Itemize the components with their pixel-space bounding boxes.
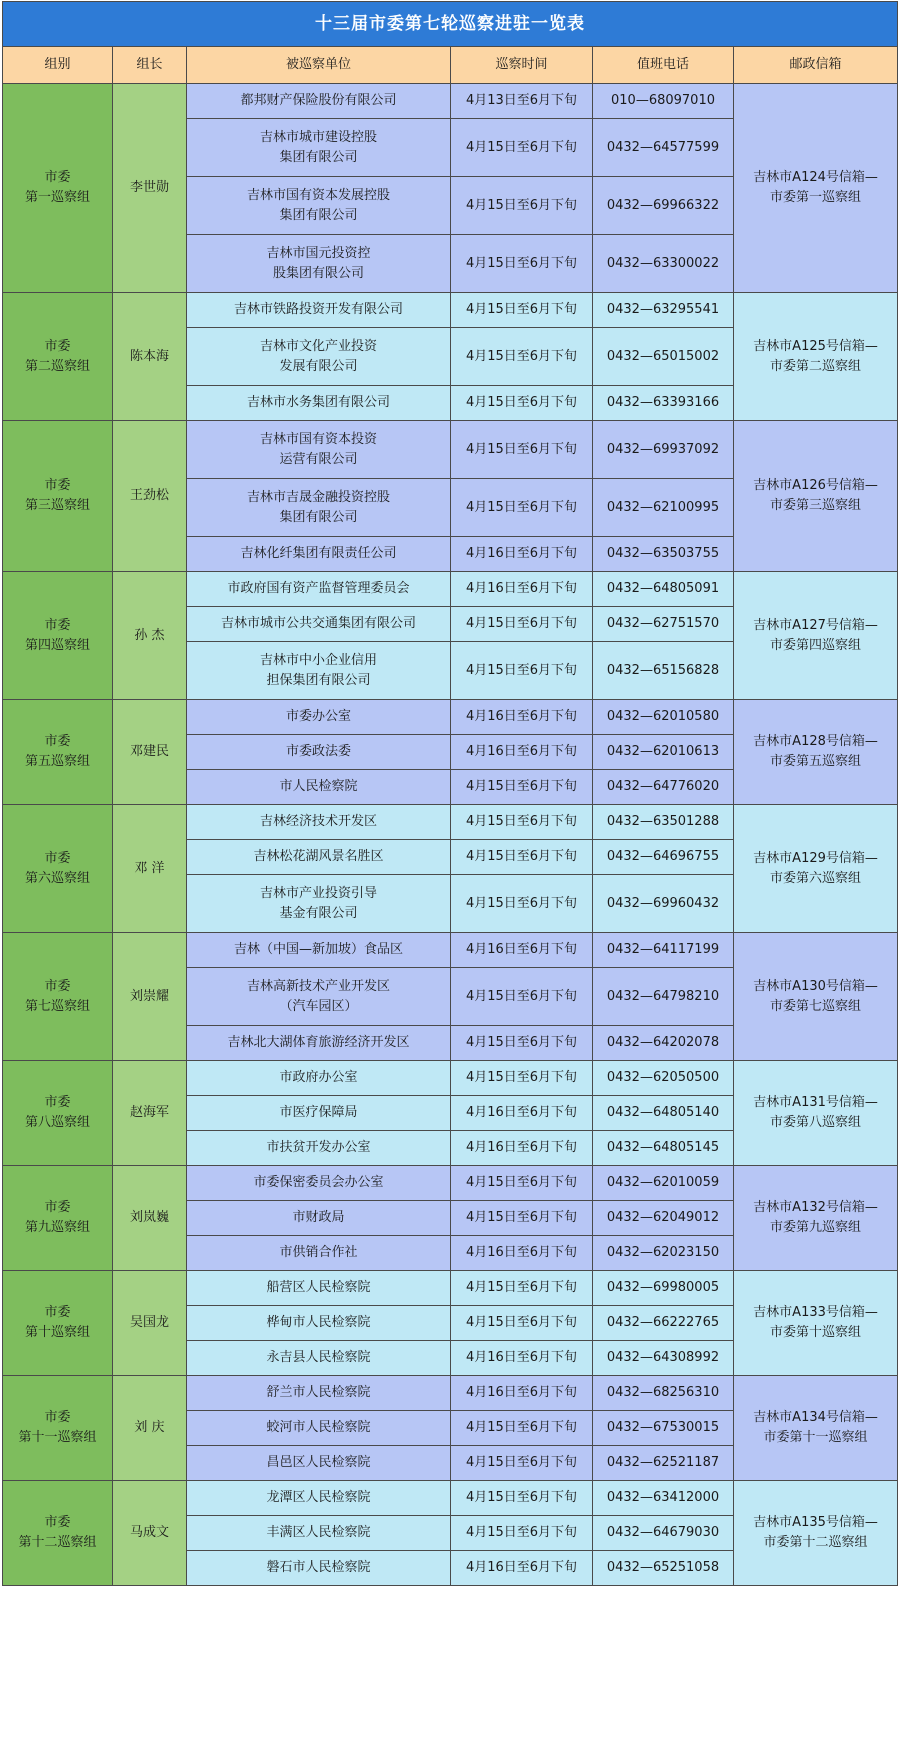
phone-cell: 0432—66222765 (593, 1306, 734, 1341)
time-cell: 4月16日至6月下旬 (451, 1341, 593, 1376)
mailbox-cell: 吉林市A132号信箱— 市委第九巡察组 (734, 1166, 898, 1271)
unit-cell: 蛟河市人民检察院 (187, 1411, 451, 1446)
header-unit: 被巡察单位 (187, 47, 451, 84)
unit-cell: 市委政法委 (187, 735, 451, 770)
leader-cell: 孙 杰 (113, 572, 187, 700)
table-row (3, 293, 898, 328)
table-row (3, 1481, 898, 1516)
leader-cell: 王劲松 (113, 421, 187, 572)
leader-cell: 邓 洋 (113, 805, 187, 933)
time-cell: 4月15日至6月下旬 (451, 770, 593, 805)
time-cell: 4月15日至6月下旬 (451, 1411, 593, 1446)
group-name-cell: 市委 第二巡察组 (3, 293, 113, 421)
phone-cell: 0432—67530015 (593, 1411, 734, 1446)
time-cell: 4月15日至6月下旬 (451, 235, 593, 293)
phone-cell: 0432—68256310 (593, 1376, 734, 1411)
header-leader: 组长 (113, 47, 187, 84)
time-cell: 4月15日至6月下旬 (451, 875, 593, 933)
time-cell: 4月16日至6月下旬 (451, 1551, 593, 1586)
unit-cell: 永吉县人民检察院 (187, 1341, 451, 1376)
time-cell: 4月15日至6月下旬 (451, 328, 593, 386)
unit-cell: 龙潭区人民检察院 (187, 1481, 451, 1516)
unit-cell: 昌邑区人民检察院 (187, 1446, 451, 1481)
phone-cell: 0432—63412000 (593, 1481, 734, 1516)
time-cell: 4月15日至6月下旬 (451, 642, 593, 700)
unit-cell: 市扶贫开发办公室 (187, 1131, 451, 1166)
unit-cell: 市财政局 (187, 1201, 451, 1236)
table-title: 十三届市委第七轮巡察进驻一览表 (3, 2, 898, 47)
mailbox-cell: 吉林市A127号信箱— 市委第四巡察组 (734, 572, 898, 700)
leader-cell: 陈本海 (113, 293, 187, 421)
phone-cell: 0432—64798210 (593, 968, 734, 1026)
leader-cell: 刘岚巍 (113, 1166, 187, 1271)
time-cell: 4月16日至6月下旬 (451, 1236, 593, 1271)
group-name-cell: 市委 第三巡察组 (3, 421, 113, 572)
mailbox-cell: 吉林市A128号信箱— 市委第五巡察组 (734, 700, 898, 805)
group-name-cell: 市委 第十二巡察组 (3, 1481, 113, 1586)
unit-cell: 市政府办公室 (187, 1061, 451, 1096)
phone-cell: 0432—64679030 (593, 1516, 734, 1551)
phone-cell: 0432—65015002 (593, 328, 734, 386)
time-cell: 4月16日至6月下旬 (451, 537, 593, 572)
unit-cell: 吉林市城市建设控股 集团有限公司 (187, 119, 451, 177)
time-cell: 4月15日至6月下旬 (451, 1271, 593, 1306)
table-row (3, 700, 898, 735)
time-cell: 4月16日至6月下旬 (451, 735, 593, 770)
phone-cell: 0432—64776020 (593, 770, 734, 805)
leader-cell: 刘崇耀 (113, 933, 187, 1061)
mailbox-cell: 吉林市A126号信箱— 市委第三巡察组 (734, 421, 898, 572)
roster-document (2, 1, 897, 1586)
table-row (3, 1166, 898, 1201)
time-cell: 4月15日至6月下旬 (451, 293, 593, 328)
phone-cell: 0432—62023150 (593, 1236, 734, 1271)
time-cell: 4月15日至6月下旬 (451, 119, 593, 177)
time-cell: 4月15日至6月下旬 (451, 386, 593, 421)
mailbox-cell: 吉林市A135号信箱— 市委第十二巡察组 (734, 1481, 898, 1586)
group-name-cell: 市委 第八巡察组 (3, 1061, 113, 1166)
table-row (3, 84, 898, 119)
phone-cell: 0432—62100995 (593, 479, 734, 537)
unit-cell: 吉林市国有资本投资 运营有限公司 (187, 421, 451, 479)
unit-cell: 吉林经济技术开发区 (187, 805, 451, 840)
unit-cell: 吉林市文化产业投资 发展有限公司 (187, 328, 451, 386)
time-cell: 4月15日至6月下旬 (451, 968, 593, 1026)
phone-cell: 0432—62050500 (593, 1061, 734, 1096)
mailbox-cell: 吉林市A125号信箱— 市委第二巡察组 (734, 293, 898, 421)
phone-cell: 0432—62010059 (593, 1166, 734, 1201)
phone-cell: 0432—64805091 (593, 572, 734, 607)
leader-cell: 马成文 (113, 1481, 187, 1586)
unit-cell: 吉林化纤集团有限责任公司 (187, 537, 451, 572)
time-cell: 4月15日至6月下旬 (451, 1201, 593, 1236)
unit-cell: 吉林市水务集团有限公司 (187, 386, 451, 421)
unit-cell: 吉林市国有资本发展控股 集团有限公司 (187, 177, 451, 235)
phone-cell: 0432—65251058 (593, 1551, 734, 1586)
phone-cell: 0432—69966322 (593, 177, 734, 235)
unit-cell: 市供销合作社 (187, 1236, 451, 1271)
unit-cell: 吉林市国元投资控 股集团有限公司 (187, 235, 451, 293)
table-row (3, 1061, 898, 1096)
group-name-cell: 市委 第六巡察组 (3, 805, 113, 933)
leader-cell: 邓建民 (113, 700, 187, 805)
phone-cell: 0432—64696755 (593, 840, 734, 875)
phone-cell: 0432—62010613 (593, 735, 734, 770)
time-cell: 4月16日至6月下旬 (451, 572, 593, 607)
mailbox-cell: 吉林市A131号信箱— 市委第八巡察组 (734, 1061, 898, 1166)
time-cell: 4月13日至6月下旬 (451, 84, 593, 119)
unit-cell: 市医疗保障局 (187, 1096, 451, 1131)
header-mailbox: 邮政信箱 (734, 47, 898, 84)
unit-cell: 市委办公室 (187, 700, 451, 735)
phone-cell: 0432—69937092 (593, 421, 734, 479)
unit-cell: 市委保密委员会办公室 (187, 1166, 451, 1201)
phone-cell: 0432—64117199 (593, 933, 734, 968)
phone-cell: 0432—62049012 (593, 1201, 734, 1236)
time-cell: 4月15日至6月下旬 (451, 1166, 593, 1201)
time-cell: 4月15日至6月下旬 (451, 1516, 593, 1551)
phone-cell: 0432—65156828 (593, 642, 734, 700)
unit-cell: 吉林松花湖风景名胜区 (187, 840, 451, 875)
table-row (3, 572, 898, 607)
leader-cell: 赵海军 (113, 1061, 187, 1166)
header-time: 巡察时间 (451, 47, 593, 84)
unit-cell: 吉林北大湖体育旅游经济开发区 (187, 1026, 451, 1061)
group-name-cell: 市委 第五巡察组 (3, 700, 113, 805)
time-cell: 4月15日至6月下旬 (451, 421, 593, 479)
time-cell: 4月16日至6月下旬 (451, 1096, 593, 1131)
unit-cell: 丰满区人民检察院 (187, 1516, 451, 1551)
time-cell: 4月15日至6月下旬 (451, 1061, 593, 1096)
mailbox-cell: 吉林市A129号信箱— 市委第六巡察组 (734, 805, 898, 933)
phone-cell: 0432—62751570 (593, 607, 734, 642)
time-cell: 4月15日至6月下旬 (451, 479, 593, 537)
time-cell: 4月16日至6月下旬 (451, 700, 593, 735)
unit-cell: 吉林（中国—新加坡）食品区 (187, 933, 451, 968)
phone-cell: 0432—63393166 (593, 386, 734, 421)
phone-cell: 010—68097010 (593, 84, 734, 119)
time-cell: 4月15日至6月下旬 (451, 1306, 593, 1341)
table-row (3, 933, 898, 968)
mailbox-cell: 吉林市A124号信箱— 市委第一巡察组 (734, 84, 898, 293)
inspection-table (2, 1, 898, 1586)
unit-cell: 吉林市中小企业信用 担保集团有限公司 (187, 642, 451, 700)
table-body (3, 84, 898, 1586)
time-cell: 4月15日至6月下旬 (451, 177, 593, 235)
time-cell: 4月15日至6月下旬 (451, 1481, 593, 1516)
group-name-cell: 市委 第一巡察组 (3, 84, 113, 293)
header-phone: 值班电话 (593, 47, 734, 84)
time-cell: 4月15日至6月下旬 (451, 805, 593, 840)
group-name-cell: 市委 第十巡察组 (3, 1271, 113, 1376)
group-name-cell: 市委 第九巡察组 (3, 1166, 113, 1271)
header-group: 组别 (3, 47, 113, 84)
unit-cell: 市政府国有资产监督管理委员会 (187, 572, 451, 607)
time-cell: 4月16日至6月下旬 (451, 1131, 593, 1166)
phone-cell: 0432—64308992 (593, 1341, 734, 1376)
unit-cell: 磐石市人民检察院 (187, 1551, 451, 1586)
unit-cell: 市人民检察院 (187, 770, 451, 805)
group-name-cell: 市委 第十一巡察组 (3, 1376, 113, 1481)
table-row (3, 805, 898, 840)
unit-cell: 桦甸市人民检察院 (187, 1306, 451, 1341)
leader-cell: 刘 庆 (113, 1376, 187, 1481)
mailbox-cell: 吉林市A134号信箱— 市委第十一巡察组 (734, 1376, 898, 1481)
unit-cell: 吉林市城市公共交通集团有限公司 (187, 607, 451, 642)
phone-cell: 0432—63503755 (593, 537, 734, 572)
phone-cell: 0432—69960432 (593, 875, 734, 933)
time-cell: 4月15日至6月下旬 (451, 607, 593, 642)
table-row (3, 1271, 898, 1306)
phone-cell: 0432—63300022 (593, 235, 734, 293)
phone-cell: 0432—62521187 (593, 1446, 734, 1481)
phone-cell: 0432—63295541 (593, 293, 734, 328)
group-name-cell: 市委 第四巡察组 (3, 572, 113, 700)
time-cell: 4月15日至6月下旬 (451, 840, 593, 875)
mailbox-cell: 吉林市A130号信箱— 市委第七巡察组 (734, 933, 898, 1061)
unit-cell: 舒兰市人民检察院 (187, 1376, 451, 1411)
phone-cell: 0432—64805140 (593, 1096, 734, 1131)
unit-cell: 船营区人民检察院 (187, 1271, 451, 1306)
phone-cell: 0432—69980005 (593, 1271, 734, 1306)
leader-cell: 吴国龙 (113, 1271, 187, 1376)
phone-cell: 0432—64577599 (593, 119, 734, 177)
phone-cell: 0432—64805145 (593, 1131, 734, 1166)
time-cell: 4月16日至6月下旬 (451, 933, 593, 968)
time-cell: 4月16日至6月下旬 (451, 1376, 593, 1411)
unit-cell: 都邦财产保险股份有限公司 (187, 84, 451, 119)
group-name-cell: 市委 第七巡察组 (3, 933, 113, 1061)
unit-cell: 吉林市吉晟金融投资控股 集团有限公司 (187, 479, 451, 537)
table-row (3, 421, 898, 479)
leader-cell: 李世勋 (113, 84, 187, 293)
time-cell: 4月15日至6月下旬 (451, 1026, 593, 1061)
unit-cell: 吉林市产业投资引导 基金有限公司 (187, 875, 451, 933)
time-cell: 4月15日至6月下旬 (451, 1446, 593, 1481)
mailbox-cell: 吉林市A133号信箱— 市委第十巡察组 (734, 1271, 898, 1376)
phone-cell: 0432—63501288 (593, 805, 734, 840)
table-row (3, 1376, 898, 1411)
phone-cell: 0432—64202078 (593, 1026, 734, 1061)
unit-cell: 吉林高新技术产业开发区 （汽车园区） (187, 968, 451, 1026)
unit-cell: 吉林市铁路投资开发有限公司 (187, 293, 451, 328)
phone-cell: 0432—62010580 (593, 700, 734, 735)
